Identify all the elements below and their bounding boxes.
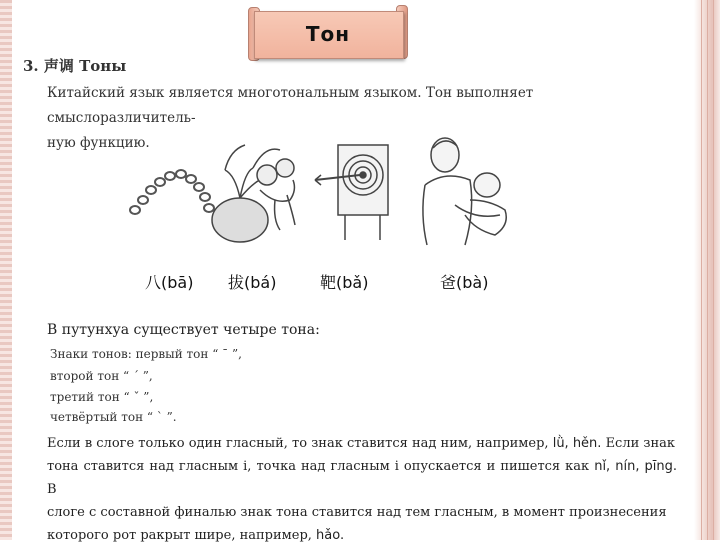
pulling-radish-illustration <box>205 130 305 245</box>
para-line-4-example: hǎo. <box>316 528 345 543</box>
example-ba1-pinyin: (bā) <box>161 273 194 292</box>
para-line-3: слоге с составной финалью знак тона ставится над тем гласным, в момент произнесения <box>47 505 667 520</box>
example-ba3 <box>320 270 368 293</box>
example-ba4-char: 爸 <box>440 273 457 292</box>
example-ba2 <box>228 270 276 293</box>
left-decorative-border <box>0 0 12 540</box>
intro-line-2: ную функцию. <box>47 135 150 151</box>
target-illustration <box>310 130 400 245</box>
example-ba1 <box>145 270 193 293</box>
para-line-1 <box>47 432 677 455</box>
example-ba2-char: 拔 <box>228 273 245 292</box>
example-ba1-char: 八 <box>145 273 162 292</box>
tone-line-1: Знаки тонов: первый тон “ ˉ ”, <box>50 347 242 361</box>
example-ba4-pinyin: (bà) <box>456 273 489 292</box>
example-ba3-char: 靶 <box>320 273 337 292</box>
father-baby-illustration <box>415 130 525 255</box>
para-line-4 <box>47 524 677 547</box>
right-decorative-border <box>694 0 720 540</box>
tone-line-4: четвёртый тон “ ˋ ”. <box>50 410 177 424</box>
para-line-4-text: которого рот ракрыт шире, например, <box>47 528 317 543</box>
right-border-stripes <box>698 0 716 540</box>
para-line-1-tail: Если знак <box>601 436 676 451</box>
tones-heading: В путунхуа существует четыре тона: <box>47 322 320 338</box>
para-line-2 <box>47 455 677 501</box>
para-line-2-text: тона ставится над гласным i, точка над гласным i опускается и пишется как <box>47 459 595 474</box>
tone-line-3: третий тон “ ˇ ”, <box>50 390 154 404</box>
section-heading: 3. 声调 Тоны <box>23 57 127 75</box>
example-ba4 <box>440 270 488 293</box>
intro-line-1: Китайский язык является многотональным языком. Тон выполняет смыслоразличитель- <box>47 85 534 126</box>
para-line-2-tail: В <box>47 482 57 497</box>
para-line-2-example: nǐ, nín, pīng. <box>594 459 677 474</box>
example-ba2-pinyin: (bá) <box>244 273 277 292</box>
tone-line-2: второй тон “ ˊ ”, <box>50 369 153 383</box>
para-line-1-text: Если в слоге только один гласный, то знак ставится над ним, например, <box>47 436 553 451</box>
slide-title: Тон <box>305 22 351 46</box>
rules-paragraph <box>47 432 677 547</box>
para-line-1-example: lǜ, hěn. <box>552 436 602 451</box>
example-ba3-pinyin: (bǎ) <box>336 273 369 292</box>
title-scroll-banner <box>248 5 408 59</box>
